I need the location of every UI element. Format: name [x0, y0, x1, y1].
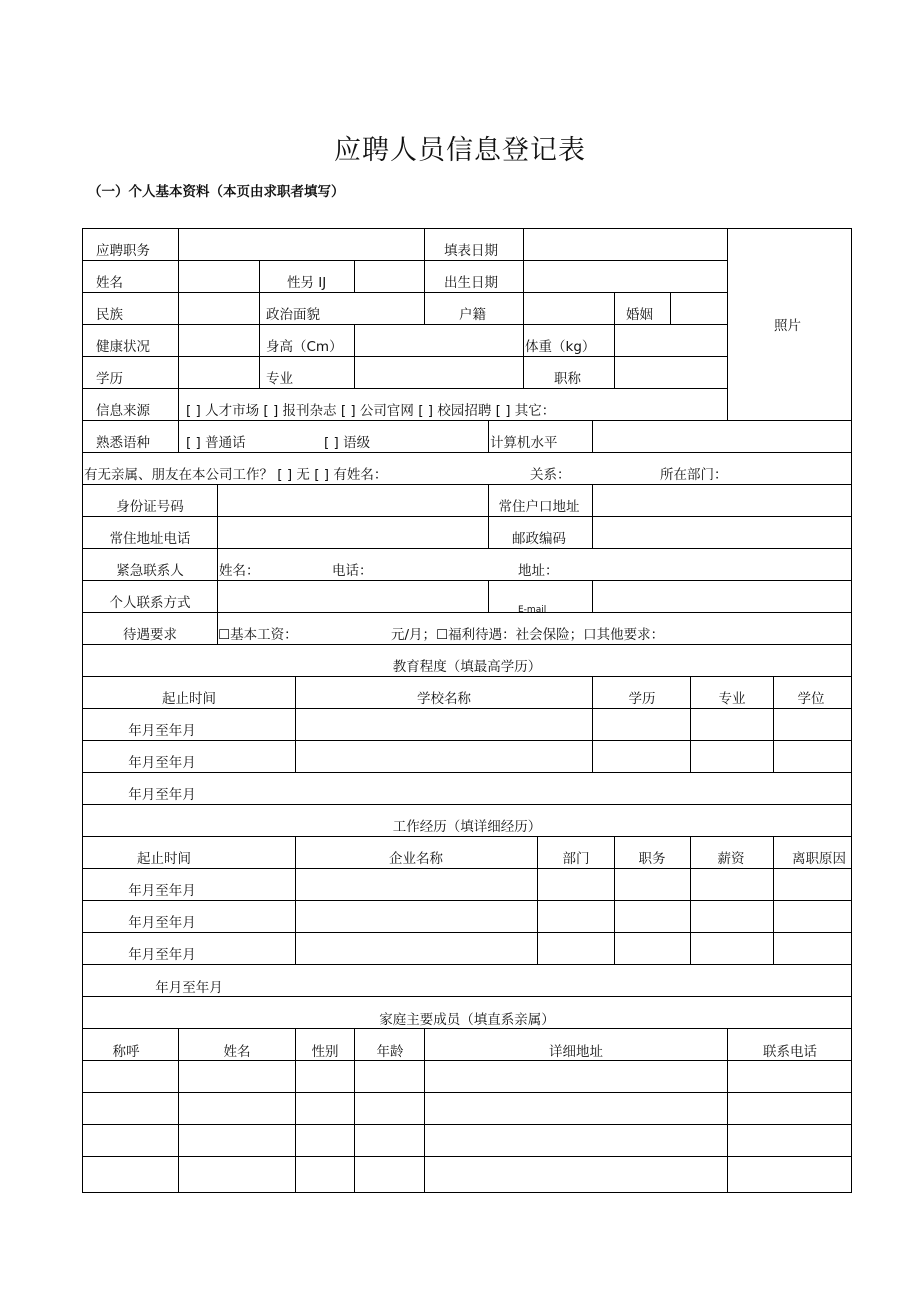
grid-line	[217, 484, 218, 581]
grid-line	[82, 708, 852, 709]
grid-line	[82, 1028, 852, 1029]
edu-col-school: 学校名称	[417, 691, 471, 707]
grid-line	[259, 260, 260, 293]
work-col-salary: 薪资	[717, 851, 745, 867]
family-heading: 家庭主要成员（填直系亲属）	[379, 1012, 555, 1028]
label-hukou: 户籍	[459, 307, 486, 323]
label-home-phone: 常住地址电话	[109, 531, 191, 547]
grid-line	[178, 356, 179, 389]
grid-line	[537, 836, 538, 965]
grid-line	[354, 324, 355, 357]
grid-line	[488, 516, 489, 549]
label-marriage: 婚姻	[626, 307, 653, 323]
edu-row-period: 年月至年月	[128, 787, 196, 803]
grid-line	[82, 548, 852, 549]
family-col-gender: 性别	[311, 1044, 339, 1060]
grid-line	[614, 836, 615, 965]
grid-line	[690, 836, 691, 965]
grid-line	[424, 1028, 425, 1193]
language-option-level[interactable]: [ ] 语级	[324, 435, 371, 451]
grid-line	[82, 484, 852, 485]
label-political: 政治面貌	[266, 307, 320, 323]
grid-line	[178, 324, 179, 357]
edu-col-degree: 学位	[797, 691, 825, 707]
grid-line	[670, 292, 671, 325]
label-title-rank: 职称	[554, 371, 581, 387]
label-health: 健康状况	[96, 339, 150, 355]
grid-line	[82, 644, 852, 645]
grid-line	[614, 292, 615, 325]
grid-line	[614, 324, 615, 357]
grid-line	[523, 228, 524, 293]
grid-line	[82, 1124, 852, 1125]
grid-line	[82, 1156, 852, 1157]
grid-line	[592, 676, 593, 773]
label-major: 专业	[266, 371, 293, 387]
grid-line	[424, 292, 425, 325]
section-heading: （一）个人基本资料（本页由求职者填写）	[88, 184, 345, 200]
label-hukou-address: 常住户口地址	[498, 499, 580, 515]
work-row-period: 年月至年月	[128, 883, 196, 899]
work-col-job-title: 职务	[638, 851, 666, 867]
grid-line	[82, 740, 852, 741]
grid-line	[82, 228, 852, 229]
grid-line	[178, 420, 179, 453]
grid-line	[592, 420, 593, 453]
family-col-relation: 称呼	[112, 1044, 140, 1060]
salary-basic-option[interactable]: ☐基本工资：	[218, 627, 298, 643]
grid-line	[178, 1028, 179, 1193]
grid-line	[523, 324, 524, 357]
registration-form	[82, 228, 852, 1193]
label-education: 学历	[96, 371, 123, 387]
work-row-period: 年月至年月	[128, 947, 196, 963]
grid-line	[82, 1060, 852, 1061]
grid-line	[82, 1092, 852, 1093]
grid-line	[690, 676, 691, 773]
grid-line	[851, 228, 852, 1193]
grid-line	[82, 932, 852, 933]
grid-line	[82, 900, 852, 901]
label-computer: 计算机水平	[490, 435, 558, 451]
label-em-name: 姓名：	[219, 563, 260, 579]
grid-line	[82, 452, 852, 453]
label-height: 身高（Cm）	[266, 339, 343, 355]
label-em-phone: 电话：	[332, 563, 373, 579]
grid-line	[82, 580, 852, 581]
grid-line	[488, 484, 489, 517]
grid-line	[82, 420, 852, 421]
work-row-period: 年月至年月	[128, 915, 196, 931]
grid-line	[488, 580, 489, 613]
grid-line	[82, 868, 852, 869]
grid-line	[82, 612, 852, 613]
grid-line	[259, 324, 260, 357]
label-email: E-mail	[518, 605, 547, 615]
grid-line	[82, 676, 852, 677]
grid-line	[727, 228, 728, 421]
family-col-address: 详细地址	[549, 1044, 603, 1060]
grid-line	[295, 676, 296, 773]
work-heading: 工作经历（填详细经历）	[392, 819, 542, 835]
label-gender: 性另 IJ	[287, 275, 327, 291]
grid-line	[82, 228, 83, 1193]
language-option-mandarin[interactable]: [ ] 普通话	[186, 435, 246, 451]
grid-line	[773, 836, 774, 965]
relatives-question[interactable]: 有无亲属、朋友在本公司工作？ [ ] 无 [ ] 有姓名：	[84, 467, 388, 483]
grid-line	[354, 1028, 355, 1193]
grid-line	[523, 292, 524, 325]
grid-line	[82, 996, 852, 997]
label-em-address: 地址：	[518, 563, 559, 579]
family-col-age: 年龄	[376, 1044, 404, 1060]
grid-line	[259, 356, 260, 389]
edu-row-period: 年月至年月	[128, 755, 196, 771]
work-row-period: 年月至年月	[155, 980, 223, 996]
grid-line	[82, 964, 852, 965]
grid-line	[592, 516, 593, 549]
label-birth-date: 出生日期	[444, 275, 498, 291]
grid-line	[178, 388, 179, 421]
grid-line	[592, 484, 593, 517]
label-postcode: 邮政编码	[512, 531, 566, 547]
grid-line	[773, 676, 774, 773]
label-photo: 照片	[774, 318, 801, 334]
label-position: 应聘职务	[96, 243, 150, 259]
grid-line	[614, 356, 615, 389]
edu-col-major: 专业	[718, 691, 746, 707]
grid-line	[523, 356, 524, 389]
grid-line	[424, 228, 425, 293]
grid-line	[354, 356, 355, 389]
grid-line	[82, 772, 852, 773]
label-fill-date: 填表日期	[444, 243, 498, 259]
grid-line	[178, 292, 179, 325]
grid-line	[82, 804, 852, 805]
family-col-name: 姓名	[223, 1044, 251, 1060]
label-weight: 体重（kg）	[525, 339, 596, 355]
grid-line	[727, 1028, 728, 1193]
grid-line	[259, 292, 260, 325]
grid-line	[354, 260, 355, 293]
grid-line	[592, 580, 593, 613]
page-title: 应聘人员信息登记表	[334, 135, 586, 166]
label-personal-contact: 个人联系方式	[109, 595, 191, 611]
work-col-period: 起止时间	[137, 851, 191, 867]
grid-line	[82, 836, 852, 837]
grid-line	[488, 420, 489, 453]
work-col-department: 部门	[562, 851, 590, 867]
label-emergency: 紧急联系人	[116, 563, 184, 579]
source-options[interactable]: [ ] 人才市场 [ ] 报刊杂志 [ ] 公司官网 [ ] 校园招聘 [ ] 其它：	[186, 403, 556, 419]
edu-col-degree-level: 学历	[628, 691, 656, 707]
edu-heading: 教育程度（填最高学历）	[392, 659, 542, 675]
label-id-card: 身份证号码	[116, 499, 184, 515]
grid-line	[82, 1192, 852, 1193]
work-col-leave-reason: 离职原因	[792, 851, 846, 867]
label-name: 姓名	[96, 275, 123, 291]
salary-other-options[interactable]: 元/月；☐福利待遇：社会保险；口其他要求：	[391, 627, 665, 643]
label-relation: 关系：	[530, 467, 571, 483]
edu-col-period: 起止时间	[162, 691, 216, 707]
label-salary: 待遇要求	[123, 627, 177, 643]
grid-line	[295, 836, 296, 965]
label-ethnicity: 民族	[96, 307, 123, 323]
work-col-company: 企业名称	[389, 851, 443, 867]
edu-row-period: 年月至年月	[128, 723, 196, 739]
grid-line	[178, 228, 179, 293]
grid-line	[295, 1028, 296, 1193]
label-department: 所在部门：	[660, 467, 728, 483]
label-source: 信息来源	[96, 403, 150, 419]
family-col-phone: 联系电话	[763, 1044, 817, 1060]
label-language: 熟悉语种	[96, 435, 150, 451]
grid-line	[82, 516, 852, 517]
